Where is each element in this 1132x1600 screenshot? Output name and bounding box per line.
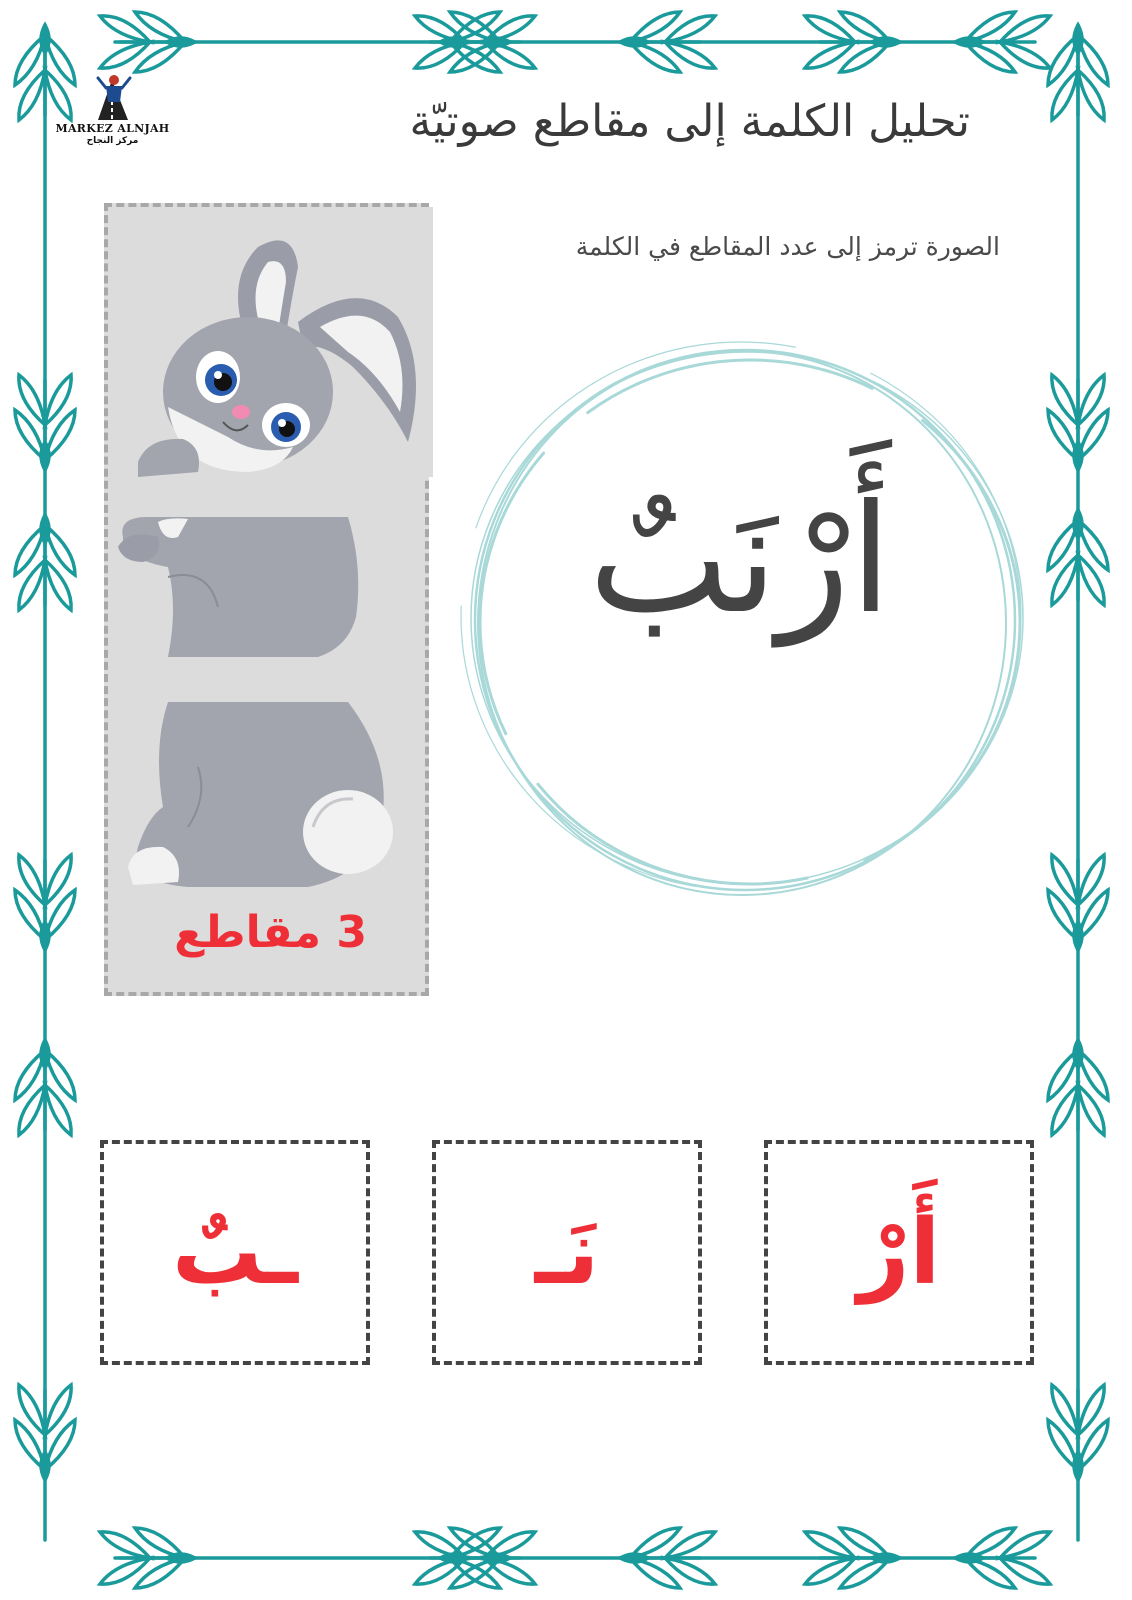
- rabbit-illustration: [108, 207, 433, 1000]
- rabbit-segment-torso: [118, 517, 358, 657]
- syllable-text: أَرْ: [857, 1199, 941, 1305]
- rabbit-segment-bottom: [128, 702, 393, 887]
- syllable-box-1: [764, 1140, 1034, 1365]
- rabbit-picture-panel: [104, 203, 429, 996]
- page-subtitle: الصورة ترمز إلى عدد المقاطع في الكلمة: [575, 232, 1000, 261]
- logo-name: MARKEZ ALNJAH: [55, 122, 170, 135]
- syllable-count-label: 3 مقاطع: [174, 907, 367, 958]
- syllable-text: ـبٌ: [171, 1199, 299, 1305]
- rabbit-segment-head: [108, 207, 433, 477]
- main-word: أَرْنَبٌ: [588, 473, 892, 647]
- syllable-box-3: [100, 1140, 370, 1365]
- logo: [50, 72, 175, 157]
- logo-arabic-name: مركز النجاح: [86, 136, 139, 146]
- syllable-box-2: [432, 1140, 702, 1365]
- logo-figure-icon: [50, 72, 175, 122]
- page-title: تحليل الكلمة إلى مقاطع صوتيّة: [409, 96, 970, 147]
- syllable-text: نَـ: [534, 1199, 600, 1305]
